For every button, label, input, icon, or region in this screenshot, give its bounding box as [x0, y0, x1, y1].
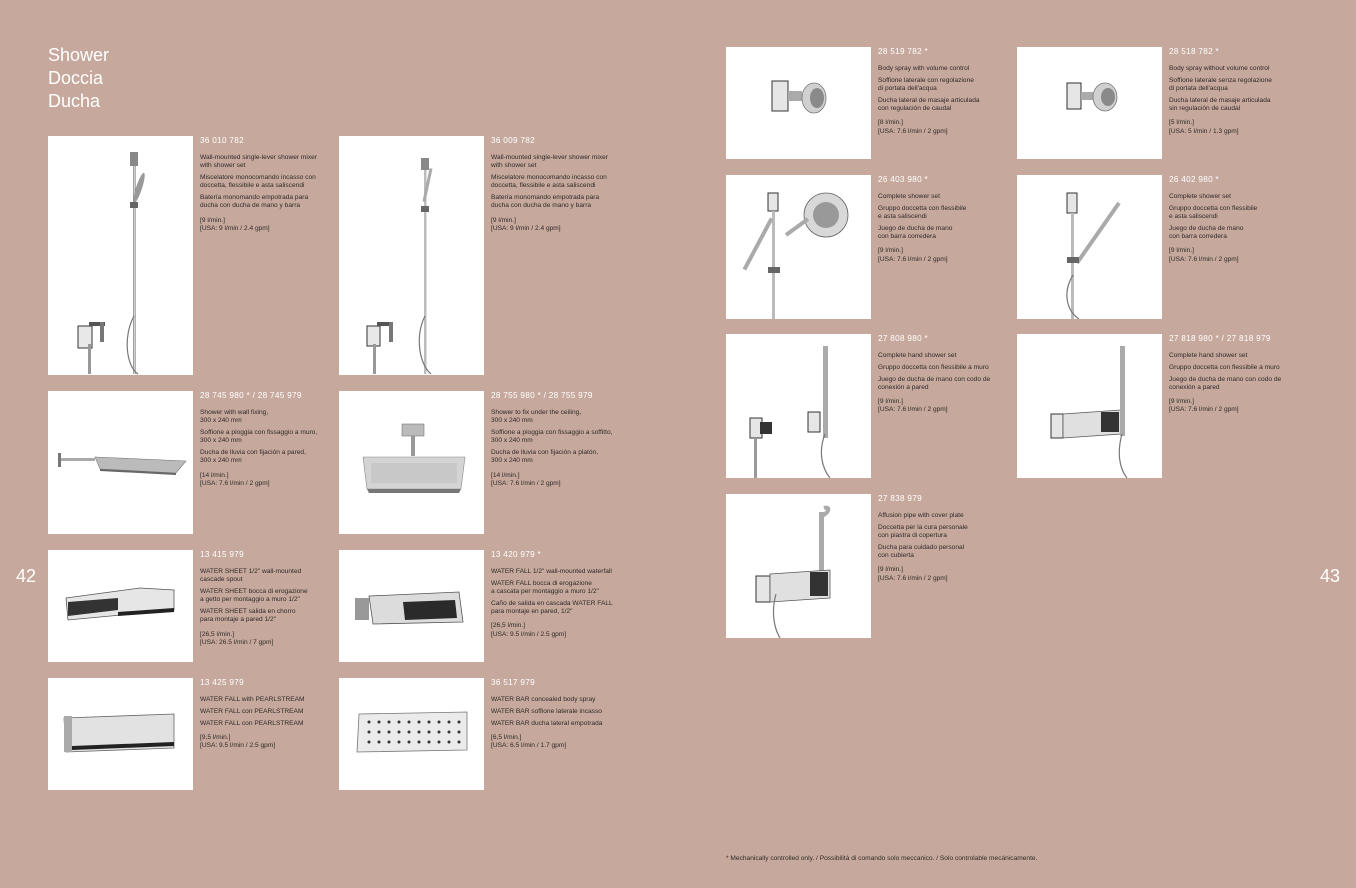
product-image-affusion-pipe[interactable]	[726, 494, 871, 638]
description-es: WATER FALL con PEARLSTREAM	[200, 720, 304, 728]
description-es: Ducha lateral de masaje articulada sin regulación de caudal	[1169, 97, 1271, 113]
description-en: Wall-mounted single-lever shower mixer with shower set	[491, 154, 609, 170]
product-image-hand-shower-set-plate[interactable]	[1017, 334, 1162, 478]
title-en: Shower	[48, 45, 110, 65]
product-code: 28 755 980 * / 28 755 979	[491, 391, 593, 400]
product-image-water-fall-spout[interactable]	[339, 550, 484, 662]
description-it: WATER BAR soffione laterale incasso	[491, 708, 602, 716]
description-en: Wall-mounted single-lever shower mixer with shower set	[200, 154, 318, 170]
product-info	[1169, 47, 1314, 136]
description-it: Gruppo doccetta con flessibile e asta saliscendi	[1169, 205, 1258, 221]
description-it: Gruppo doccetta con flessibile a muro	[878, 364, 989, 372]
description-es: Ducha lateral de masaje articulada con regulación de caudal	[878, 97, 980, 113]
description-en: WATER FALL 1/2" wall-mounted waterfall	[491, 568, 612, 575]
flow-rate: [9 l/min.] [USA: 7.6 l/min / 2 gpm]	[878, 398, 948, 414]
product-code: 13 420 979 *	[491, 550, 542, 559]
description-en: Body spray without volume control	[1169, 65, 1270, 72]
description-it: Miscelatore monocomando incasso con doccetta, flessibile e asta saliscendi	[200, 174, 316, 190]
product-info	[878, 494, 1023, 583]
description-en: Complete shower set	[878, 193, 940, 200]
product-info	[200, 678, 345, 750]
description-en: Complete hand shower set	[878, 352, 957, 359]
page-number-right: 43	[1320, 566, 1341, 586]
product-info	[1169, 175, 1314, 264]
product-info	[878, 175, 1023, 264]
description-es: WATER SHEET salida en chorro para montaje a pared 1/2"	[200, 608, 296, 624]
product-info	[491, 136, 636, 233]
description-es: Ducha para cuidado personal con cubierta	[878, 544, 965, 560]
flow-rate: [8 l/min.] [USA: 7.6 l/min / 2 gpm]	[878, 119, 948, 135]
product-image-water-bar-body-spray[interactable]	[339, 678, 484, 790]
flow-rate: [9 l/min.] [USA: 7.6 l/min / 2 gpm]	[1169, 398, 1239, 414]
product-code: 36 009 782	[491, 136, 535, 145]
description-es: Juego de ducha de mano con codo de conexión a pared	[878, 376, 991, 392]
product-image-rain-shower-ceiling[interactable]	[339, 391, 484, 534]
product-code: 26 402 980 *	[1169, 175, 1220, 184]
product-image-shower-mixer-set-slim[interactable]	[339, 136, 484, 375]
description-en: WATER SHEET 1/2" wall-mounted cascade spout	[200, 568, 302, 584]
description-es: Ducha de lluvia con fijación a pared, 300 x 240 mm	[200, 449, 306, 465]
description-es: Ducha de lluvia con fijación a platón, 300 x 240 mm	[491, 449, 599, 465]
footnote: * Mechanically controlled only. / Possibilità di comando solo meccanico. / Solo controlable mecánicamente.	[726, 855, 1038, 862]
product-image-shower-set-round-head[interactable]	[726, 175, 871, 319]
product-code: 28 519 782 *	[878, 47, 929, 56]
product-image-water-fall-pearlstream[interactable]	[48, 678, 193, 790]
description-es: Batería monomando empotrada para ducha con ducha de mano y barra	[491, 194, 600, 210]
product-code: 27 838 979	[878, 494, 922, 503]
product-code: 27 818 980 * / 27 818 979	[1169, 334, 1271, 343]
product-info	[878, 47, 1023, 136]
flow-rate: [9 l/min.] [USA: 9 l/min / 2.4 gpm]	[491, 216, 561, 232]
description-it: Miscelatore monocomando incasso con doccetta, flessibile e asta saliscendi	[491, 174, 607, 190]
product-info	[491, 678, 636, 750]
description-it: Soffione laterale con regolazione di portata dell'acqua	[878, 77, 974, 93]
title-it: Doccia	[48, 68, 104, 88]
description-en: Complete shower set	[1169, 193, 1231, 200]
product-info	[491, 550, 636, 639]
description-es: WATER BAR ducha lateral empotrada	[491, 720, 603, 728]
page-title	[48, 44, 109, 113]
description-es: Juego de ducha de mano con codo de conexión a pared	[1169, 376, 1282, 392]
product-code: 27 808 980 *	[878, 334, 929, 343]
description-en: Shower with wall fixing, 300 x 240 mm	[200, 409, 269, 425]
product-image-water-sheet-spout[interactable]	[48, 550, 193, 662]
product-info	[878, 334, 1023, 415]
product-code: 28 745 980 * / 28 745 979	[200, 391, 302, 400]
description-it: Gruppo doccetta con flessibile a muro	[1169, 364, 1280, 372]
product-info	[200, 550, 345, 647]
description-es: Juego de ducha de mano con barra corredera	[1169, 225, 1244, 241]
description-it: Doccetta per la cura personale con piastra di copertura	[878, 524, 968, 540]
description-en: WATER FALL with PEARLSTREAM	[200, 696, 305, 703]
description-en: WATER BAR concealed body spray	[491, 696, 596, 703]
flow-rate: [26,5 l/min.] [USA: 26.5 l/min / 7 gpm]	[200, 630, 274, 646]
product-code: 36 517 979	[491, 678, 535, 687]
description-en: Shower to fix under the ceiling, 300 x 240 mm	[491, 409, 582, 425]
product-code: 13 425 979	[200, 678, 244, 687]
flow-rate: [9 l/min.] [USA: 7.6 l/min / 2 gpm]	[878, 247, 948, 263]
description-en: Body spray with volume control	[878, 65, 970, 72]
description-it: WATER FALL con PEARLSTREAM	[200, 708, 304, 716]
flow-rate: [9 l/min.] [USA: 9 l/min / 2.4 gpm]	[200, 216, 270, 232]
product-code: 13 415 979	[200, 550, 244, 559]
description-es: Batería monomando empotrada para ducha con ducha de mano y barra	[200, 194, 309, 210]
product-image-hand-shower-set[interactable]	[726, 334, 871, 478]
title-es: Ducha	[48, 91, 101, 111]
flow-rate: [9 l/min.] [USA: 7.6 l/min / 2 gpm]	[1169, 247, 1239, 263]
product-info	[200, 136, 345, 233]
product-image-shower-mixer-set[interactable]	[48, 136, 193, 375]
description-it: Gruppo doccetta con flessibile e asta saliscendi	[878, 205, 967, 221]
description-it: Soffione laterale senza regolazione di portata dell'acqua	[1169, 77, 1272, 93]
flow-rate: [14 l/min.] [USA: 7.6 l/min / 2 gpm]	[491, 471, 561, 487]
page-number-left: 42	[16, 566, 37, 586]
product-code: 28 518 782 *	[1169, 47, 1220, 56]
description-it: Soffione a pioggia con fissaggio a soffitto, 300 x 240 mm	[491, 429, 613, 445]
description-en: Affusion pipe with cover plate	[878, 512, 964, 519]
flow-rate: [6,5 l/min.] [USA: 6.5 l/min / 1.7 gpm]	[491, 734, 567, 750]
description-es: Caño de salida en cascada WATER FALL para montaje en pared, 1/2"	[491, 600, 613, 616]
product-image-body-spray[interactable]	[1017, 47, 1162, 159]
flow-rate: [26,5 l/min.] [USA: 9.5 l/min / 2.5 gpm]	[491, 622, 567, 638]
product-info	[1169, 334, 1314, 415]
product-info	[491, 391, 636, 488]
description-en: Complete hand shower set	[1169, 352, 1248, 359]
flow-rate: [14 l/min.] [USA: 7.6 l/min / 2 gpm]	[200, 471, 270, 487]
description-es: Juego de ducha de mano con barra corredera	[878, 225, 953, 241]
product-image-shower-set-stick-head[interactable]	[1017, 175, 1162, 319]
description-it: Soffione a pioggia con fissaggio a muro, 300 x 240 mm	[200, 429, 318, 445]
product-info	[200, 391, 345, 488]
product-image-body-spray-volume[interactable]	[726, 47, 871, 159]
description-it: WATER FALL bocca di erogazione a cascata per montaggio a muro 1/2"	[491, 580, 599, 596]
flow-rate: [5 l/min.] [USA: 5 l/min / 1.3 gpm]	[1169, 119, 1239, 135]
product-image-rain-shower-wall[interactable]	[48, 391, 193, 534]
description-it: WATER SHEET bocca di erogazione a getto per montaggio a muro 1/2"	[200, 588, 308, 604]
product-code: 26 403 980 *	[878, 175, 929, 184]
flow-rate: [9 l/min.] [USA: 7.6 l/min / 2 gpm]	[878, 566, 948, 582]
product-code: 36 010 782	[200, 136, 244, 145]
flow-rate: [9,5 l/min.] [USA: 9.5 l/min / 2.5 gpm]	[200, 734, 276, 750]
